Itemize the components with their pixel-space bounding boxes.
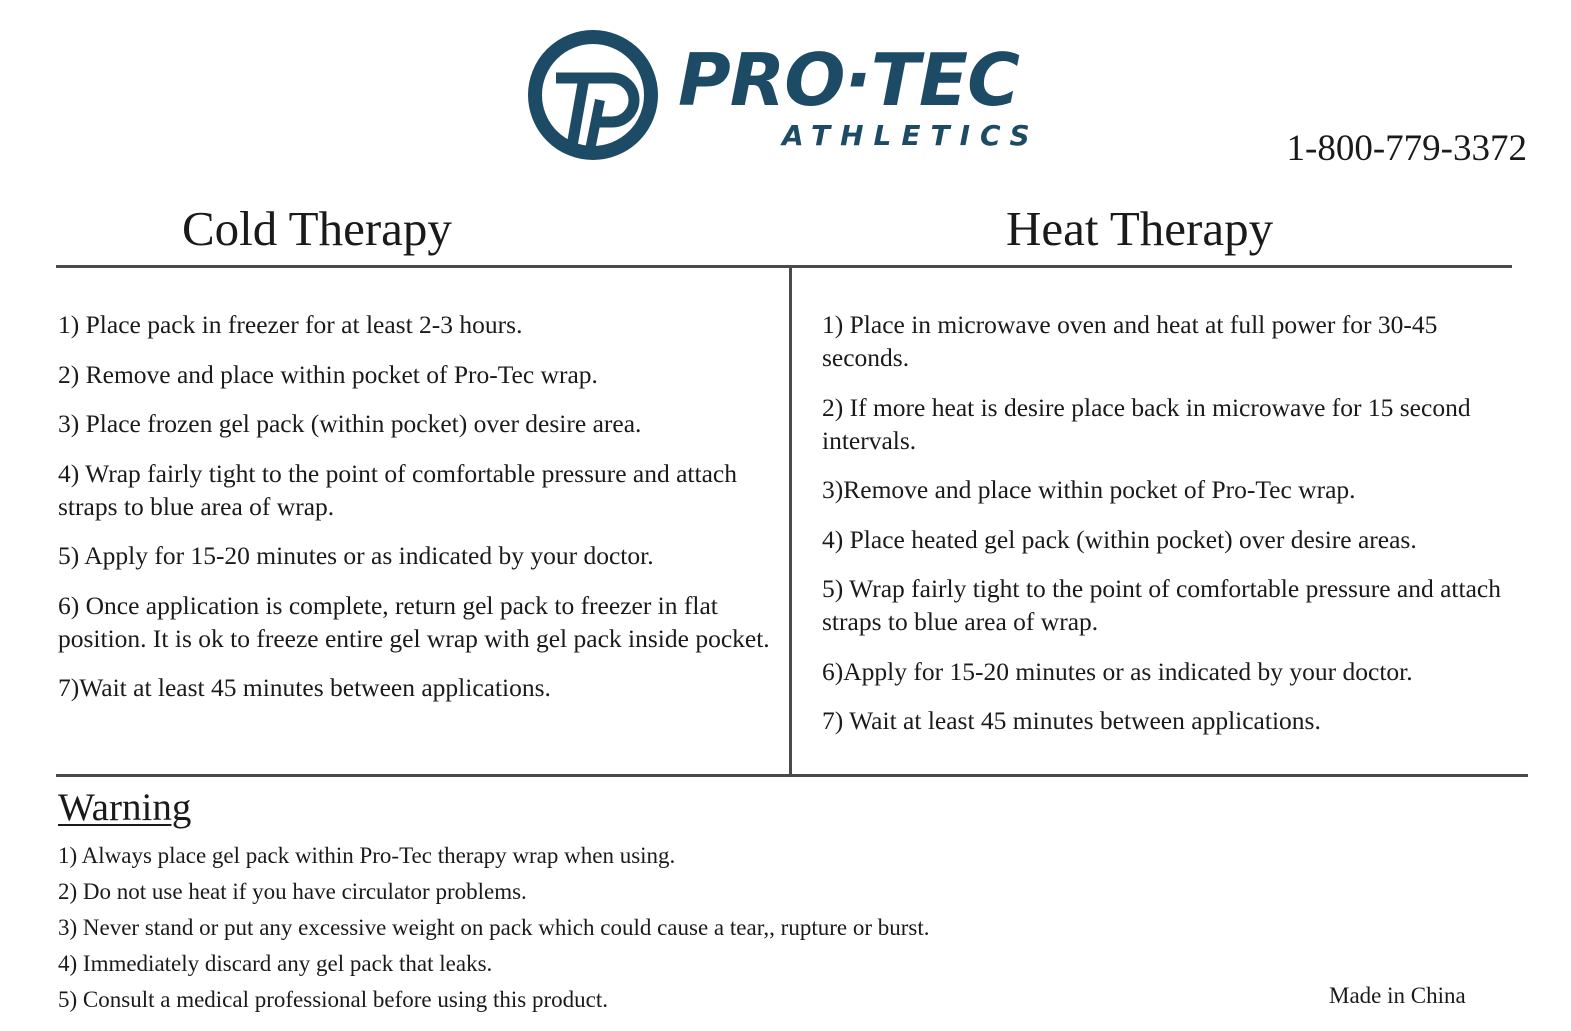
brand-name: PRO·TEC xyxy=(678,38,1019,122)
heat-step: 5) Wrap fairly tight to the point of comfortable pressure and attach straps to blue area of wrap. xyxy=(822,574,1501,636)
made-in-label: Made in China xyxy=(1329,983,1466,1008)
heat-step: 3)Remove and place within pocket of Pro-Tec wrap. xyxy=(822,475,1356,504)
heat-step: 7) Wait at least 45 minutes between applications. xyxy=(822,706,1321,735)
cold-therapy-title: Cold Therapy xyxy=(182,201,452,256)
heat-therapy-title: Heat Therapy xyxy=(1006,201,1274,256)
cold-step: 7)Wait at least 45 minutes between applications. xyxy=(58,673,551,702)
warning-item: 4) Immediately discard any gel pack that leaks. xyxy=(58,951,493,976)
cold-step: 5) Apply for 15-20 minutes or as indicated by your doctor. xyxy=(58,541,654,570)
warning-item: 3) Never stand or put any excessive weight on pack which could cause a tear,, rupture or burst. xyxy=(58,915,930,940)
cold-therapy-steps xyxy=(58,308,783,721)
cold-step: 1) Place pack in freezer for at least 2-3 hours. xyxy=(58,310,523,339)
heat-step: 6)Apply for 15-20 minutes or as indicated by your doctor. xyxy=(822,656,1413,686)
heat-therapy-steps xyxy=(822,308,1512,754)
phone-number: 1-800-779-3372 xyxy=(1286,128,1527,169)
top-divider xyxy=(56,265,1512,268)
warning-list xyxy=(58,838,930,1018)
bottom-divider xyxy=(56,774,1528,777)
warning-item: 5) Consult a medical professional before using this product. xyxy=(58,987,608,1012)
cold-step: 4) Wrap fairly tight to the point of comfortable pressure and attach straps to blue area of wrap. xyxy=(58,458,737,521)
column-divider xyxy=(789,266,792,777)
pro-tec-logo-icon xyxy=(526,28,660,162)
heat-step: 1) Place in microwave oven and heat at full power for 30-45 seconds. xyxy=(822,310,1438,372)
cold-step: 6) Once application is complete, return gel pack to freezer in flat position. It is ok to freeze entire gel wrap with gel pack inside pocket. xyxy=(58,590,770,653)
heat-step: 4) Place heated gel pack (within pocket) over desire areas. xyxy=(822,524,1417,554)
brand-subtitle: ATHLETICS xyxy=(782,119,1040,152)
cold-step: 2) Remove and place within pocket of Pro-Tec wrap. xyxy=(58,359,598,389)
warning-title: Warning xyxy=(58,786,192,829)
warning-item: 1) Always place gel pack within Pro-Tec therapy wrap when using. xyxy=(58,843,676,868)
heat-step: 2) If more heat is desire place back in microwave for 15 second intervals. xyxy=(822,392,1471,455)
warning-item: 2) Do not use heat if you have circulator problems. xyxy=(58,879,527,904)
cold-step: 3) Place frozen gel pack (within pocket) over desire area. xyxy=(58,409,642,438)
